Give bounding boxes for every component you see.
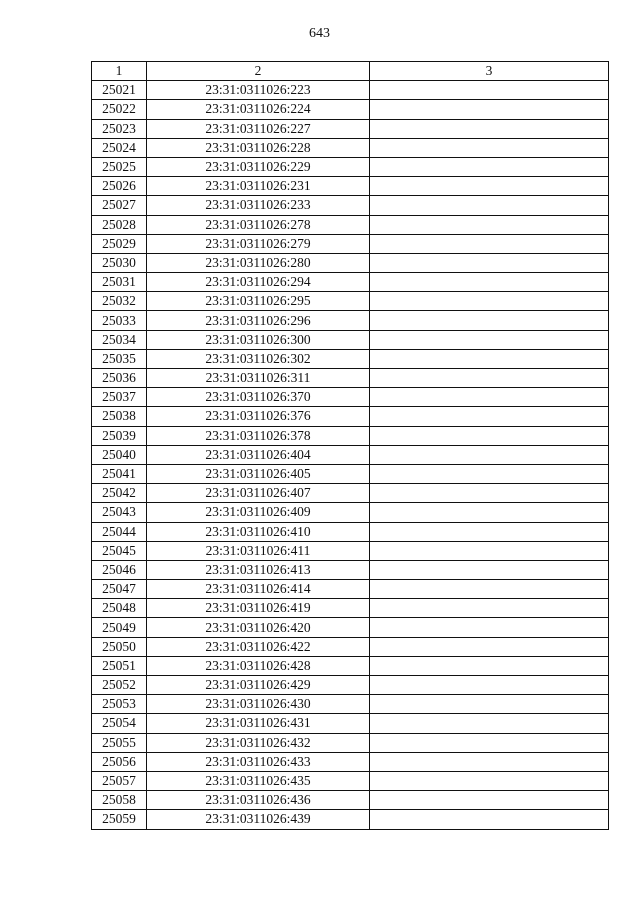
- note-cell: [370, 791, 609, 810]
- table-row: [92, 292, 609, 311]
- table-row: [92, 637, 609, 656]
- table-row: [92, 273, 609, 292]
- cadastral-number-cell: 23:31:0311026:429: [147, 676, 370, 695]
- table-row: [92, 580, 609, 599]
- note-cell: [370, 522, 609, 541]
- cadastral-number-cell: 23:31:0311026:431: [147, 714, 370, 733]
- table-header: [92, 62, 609, 81]
- cadastral-number-cell: 23:31:0311026:228: [147, 138, 370, 157]
- column-header-1: 1: [92, 62, 147, 81]
- column-header-3: 3: [370, 62, 609, 81]
- note-cell: [370, 81, 609, 100]
- row-number-cell: 25036: [92, 369, 147, 388]
- row-number-cell: 25051: [92, 656, 147, 675]
- cadastral-number-cell: 23:31:0311026:410: [147, 522, 370, 541]
- table-row: [92, 426, 609, 445]
- row-number-cell: 25033: [92, 311, 147, 330]
- cadastral-number-cell: 23:31:0311026:411: [147, 541, 370, 560]
- cadastral-number-cell: 23:31:0311026:414: [147, 580, 370, 599]
- table-row: [92, 253, 609, 272]
- table-row: [92, 714, 609, 733]
- row-number-cell: 25041: [92, 464, 147, 483]
- row-number-cell: 25039: [92, 426, 147, 445]
- table-row: [92, 407, 609, 426]
- row-number-cell: 25028: [92, 215, 147, 234]
- row-number-cell: 25032: [92, 292, 147, 311]
- cadastral-number-cell: 23:31:0311026:413: [147, 560, 370, 579]
- cadastral-number-cell: 23:31:0311026:223: [147, 81, 370, 100]
- table-row: [92, 81, 609, 100]
- row-number-cell: 25037: [92, 388, 147, 407]
- row-number-cell: 25044: [92, 522, 147, 541]
- note-cell: [370, 407, 609, 426]
- row-number-cell: 25024: [92, 138, 147, 157]
- cadastral-table: [91, 61, 609, 830]
- table-row: [92, 234, 609, 253]
- note-cell: [370, 253, 609, 272]
- cadastral-number-cell: 23:31:0311026:378: [147, 426, 370, 445]
- note-cell: [370, 580, 609, 599]
- row-number-cell: 25022: [92, 100, 147, 119]
- note-cell: [370, 771, 609, 790]
- note-cell: [370, 234, 609, 253]
- table-row: [92, 541, 609, 560]
- row-number-cell: 25047: [92, 580, 147, 599]
- row-number-cell: 25023: [92, 119, 147, 138]
- cadastral-number-cell: 23:31:0311026:432: [147, 733, 370, 752]
- cadastral-number-cell: 23:31:0311026:404: [147, 445, 370, 464]
- note-cell: [370, 695, 609, 714]
- table-row: [92, 560, 609, 579]
- note-cell: [370, 388, 609, 407]
- note-cell: [370, 599, 609, 618]
- table-row: [92, 388, 609, 407]
- row-number-cell: 25050: [92, 637, 147, 656]
- row-number-cell: 25029: [92, 234, 147, 253]
- cadastral-number-cell: 23:31:0311026:300: [147, 330, 370, 349]
- table-row: [92, 119, 609, 138]
- row-number-cell: 25059: [92, 810, 147, 829]
- note-cell: [370, 311, 609, 330]
- table-row: [92, 330, 609, 349]
- note-cell: [370, 196, 609, 215]
- cadastral-number-cell: 23:31:0311026:231: [147, 177, 370, 196]
- cadastral-number-cell: 23:31:0311026:370: [147, 388, 370, 407]
- note-cell: [370, 445, 609, 464]
- note-cell: [370, 157, 609, 176]
- row-number-cell: 25054: [92, 714, 147, 733]
- cadastral-number-cell: 23:31:0311026:409: [147, 503, 370, 522]
- cadastral-number-cell: 23:31:0311026:422: [147, 637, 370, 656]
- cadastral-number-cell: 23:31:0311026:229: [147, 157, 370, 176]
- note-cell: [370, 733, 609, 752]
- note-cell: [370, 484, 609, 503]
- row-number-cell: 25040: [92, 445, 147, 464]
- row-number-cell: 25048: [92, 599, 147, 618]
- row-number-cell: 25025: [92, 157, 147, 176]
- row-number-cell: 25026: [92, 177, 147, 196]
- page-number: 643: [309, 26, 330, 41]
- row-number-cell: 25045: [92, 541, 147, 560]
- table-body: [92, 81, 609, 829]
- cadastral-number-cell: 23:31:0311026:279: [147, 234, 370, 253]
- table-row: [92, 311, 609, 330]
- table-row: [92, 100, 609, 119]
- table-row: [92, 157, 609, 176]
- row-number-cell: 25030: [92, 253, 147, 272]
- table-row: [92, 138, 609, 157]
- table-row: [92, 215, 609, 234]
- note-cell: [370, 330, 609, 349]
- row-number-cell: 25057: [92, 771, 147, 790]
- row-number-cell: 25027: [92, 196, 147, 215]
- row-number-cell: 25031: [92, 273, 147, 292]
- cadastral-number-cell: 23:31:0311026:420: [147, 618, 370, 637]
- row-number-cell: 25035: [92, 349, 147, 368]
- table-row: [92, 522, 609, 541]
- row-number-cell: 25042: [92, 484, 147, 503]
- row-number-cell: 25056: [92, 752, 147, 771]
- cadastral-number-cell: 23:31:0311026:227: [147, 119, 370, 138]
- table-row: [92, 369, 609, 388]
- cadastral-number-cell: 23:31:0311026:224: [147, 100, 370, 119]
- table-row: [92, 599, 609, 618]
- table-row: [92, 791, 609, 810]
- table-row: [92, 484, 609, 503]
- cadastral-number-cell: 23:31:0311026:428: [147, 656, 370, 675]
- cadastral-number-cell: 23:31:0311026:311: [147, 369, 370, 388]
- header-row: [92, 62, 609, 81]
- note-cell: [370, 138, 609, 157]
- note-cell: [370, 464, 609, 483]
- table-row: [92, 618, 609, 637]
- cadastral-number-cell: 23:31:0311026:419: [147, 599, 370, 618]
- note-cell: [370, 273, 609, 292]
- cadastral-number-cell: 23:31:0311026:439: [147, 810, 370, 829]
- column-header-2: 2: [147, 62, 370, 81]
- row-number-cell: 25049: [92, 618, 147, 637]
- cadastral-number-cell: 23:31:0311026:405: [147, 464, 370, 483]
- note-cell: [370, 810, 609, 829]
- table-row: [92, 810, 609, 829]
- note-cell: [370, 618, 609, 637]
- note-cell: [370, 119, 609, 138]
- row-number-cell: 25052: [92, 676, 147, 695]
- table-row: [92, 177, 609, 196]
- note-cell: [370, 637, 609, 656]
- table-row: [92, 503, 609, 522]
- note-cell: [370, 714, 609, 733]
- note-cell: [370, 503, 609, 522]
- note-cell: [370, 560, 609, 579]
- note-cell: [370, 426, 609, 445]
- cadastral-number-cell: 23:31:0311026:295: [147, 292, 370, 311]
- row-number-cell: 25058: [92, 791, 147, 810]
- row-number-cell: 25021: [92, 81, 147, 100]
- cadastral-number-cell: 23:31:0311026:302: [147, 349, 370, 368]
- table-row: [92, 445, 609, 464]
- row-number-cell: 25043: [92, 503, 147, 522]
- table-row: [92, 676, 609, 695]
- table-row: [92, 771, 609, 790]
- cadastral-number-cell: 23:31:0311026:280: [147, 253, 370, 272]
- note-cell: [370, 177, 609, 196]
- note-cell: [370, 656, 609, 675]
- note-cell: [370, 100, 609, 119]
- row-number-cell: 25053: [92, 695, 147, 714]
- table-row: [92, 196, 609, 215]
- table-row: [92, 349, 609, 368]
- cadastral-number-cell: 23:31:0311026:436: [147, 791, 370, 810]
- cadastral-number-cell: 23:31:0311026:435: [147, 771, 370, 790]
- cadastral-number-cell: 23:31:0311026:296: [147, 311, 370, 330]
- note-cell: [370, 215, 609, 234]
- cadastral-number-cell: 23:31:0311026:278: [147, 215, 370, 234]
- note-cell: [370, 541, 609, 560]
- table-row: [92, 733, 609, 752]
- cadastral-number-cell: 23:31:0311026:407: [147, 484, 370, 503]
- row-number-cell: 25046: [92, 560, 147, 579]
- cadastral-number-cell: 23:31:0311026:430: [147, 695, 370, 714]
- row-number-cell: 25034: [92, 330, 147, 349]
- row-number-cell: 25055: [92, 733, 147, 752]
- note-cell: [370, 676, 609, 695]
- table-row: [92, 695, 609, 714]
- note-cell: [370, 292, 609, 311]
- table-row: [92, 752, 609, 771]
- cadastral-number-cell: 23:31:0311026:433: [147, 752, 370, 771]
- table-row: [92, 656, 609, 675]
- row-number-cell: 25038: [92, 407, 147, 426]
- cadastral-number-cell: 23:31:0311026:376: [147, 407, 370, 426]
- note-cell: [370, 349, 609, 368]
- cadastral-number-cell: 23:31:0311026:233: [147, 196, 370, 215]
- note-cell: [370, 369, 609, 388]
- cadastral-number-cell: 23:31:0311026:294: [147, 273, 370, 292]
- note-cell: [370, 752, 609, 771]
- table-row: [92, 464, 609, 483]
